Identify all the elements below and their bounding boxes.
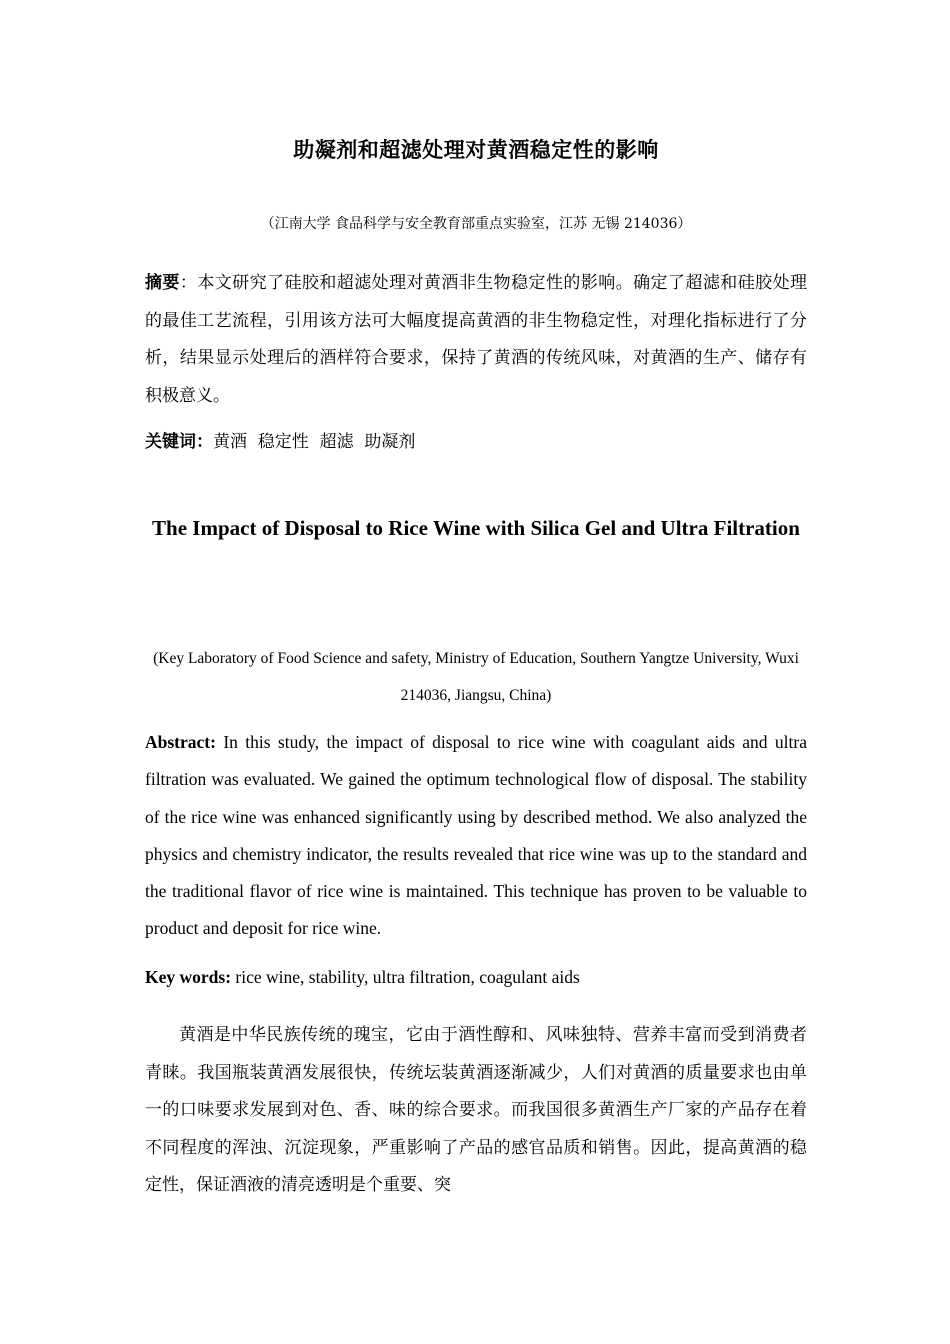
abstract-en-text: In this study, the impact of disposal to rice wine with coagulant aids and ultra filtration was evaluated. We gained the optimum technological flow of disposal. The stability of the rice wine was enhanced significantly using by described method. We also analyzed the physics and chemistry indicator, the results revealed that rice wine was up to the standard and the traditional flavor of rice wine is maintained. This technique has proven to be valuable to product and deposit for rice wine. <box>145 732 807 939</box>
keywords-cn-label: 关键词： <box>145 432 213 452</box>
abstract-cn-colon: ： <box>179 273 198 293</box>
abstract-cn-text: 本文研究了硅胶和超滤处理对黄酒非生物稳定性的影响。确定了超滤和硅胶处理的最佳工艺流程，引用该方法可大幅度提高黄酒的非生物稳定性，对理化指标进行了分析，结果显示处理后的酒样符合要求，保持了黄酒的传统风味，对黄酒的生产、储存有积极意义。 <box>145 273 808 406</box>
abstract-en-label: Abstract: <box>145 732 216 752</box>
keywords-cn-text: 黄酒 稳定性 超滤 助凝剂 <box>213 432 416 452</box>
abstract-cn <box>145 265 807 415</box>
paper-title-en: The Impact of Disposal to Rice Wine with Silica Gel and Ultra Filtration <box>152 516 800 540</box>
affiliation-en: (Key Laboratory of Food Science and safety, Ministry of Education, Southern Yangtze University, Wuxi 214036, Jiangsu, China) <box>153 650 799 704</box>
abstract-en <box>145 724 807 948</box>
paper-title-cn: 助凝剂和超滤处理对黄酒稳定性的影响 <box>293 138 659 162</box>
keywords-en-text: rice wine, stability, ultra filtration, coagulant aids <box>231 967 580 987</box>
abstract-cn-label: 摘要 <box>145 273 180 293</box>
affiliation-cn: （江南大学 食品科学与安全教育部重点实验室，江苏 无锡 214036） <box>260 216 692 232</box>
body-paragraph-cn: 黄酒是中华民族传统的瑰宝，它由于酒性醇和、风味独特、营养丰富而受到消费者青睐。我国瓶装黄酒发展很快，传统坛装黄酒逐渐减少，人们对黄酒的质量要求也由单一的口味要求发展到对色、香、味的综合要求。而我国很多黄酒生产厂家的产品存在着不同程度的浑浊、沉淀现象，严重影响了产品的感官品质和销售。因此，提高黄酒的稳定性，保证酒液的清亮透明是个重要、突 <box>145 1025 807 1195</box>
keywords-en <box>145 959 807 996</box>
keywords-en-label: Key words: <box>145 967 232 987</box>
keywords-cn <box>145 424 807 462</box>
